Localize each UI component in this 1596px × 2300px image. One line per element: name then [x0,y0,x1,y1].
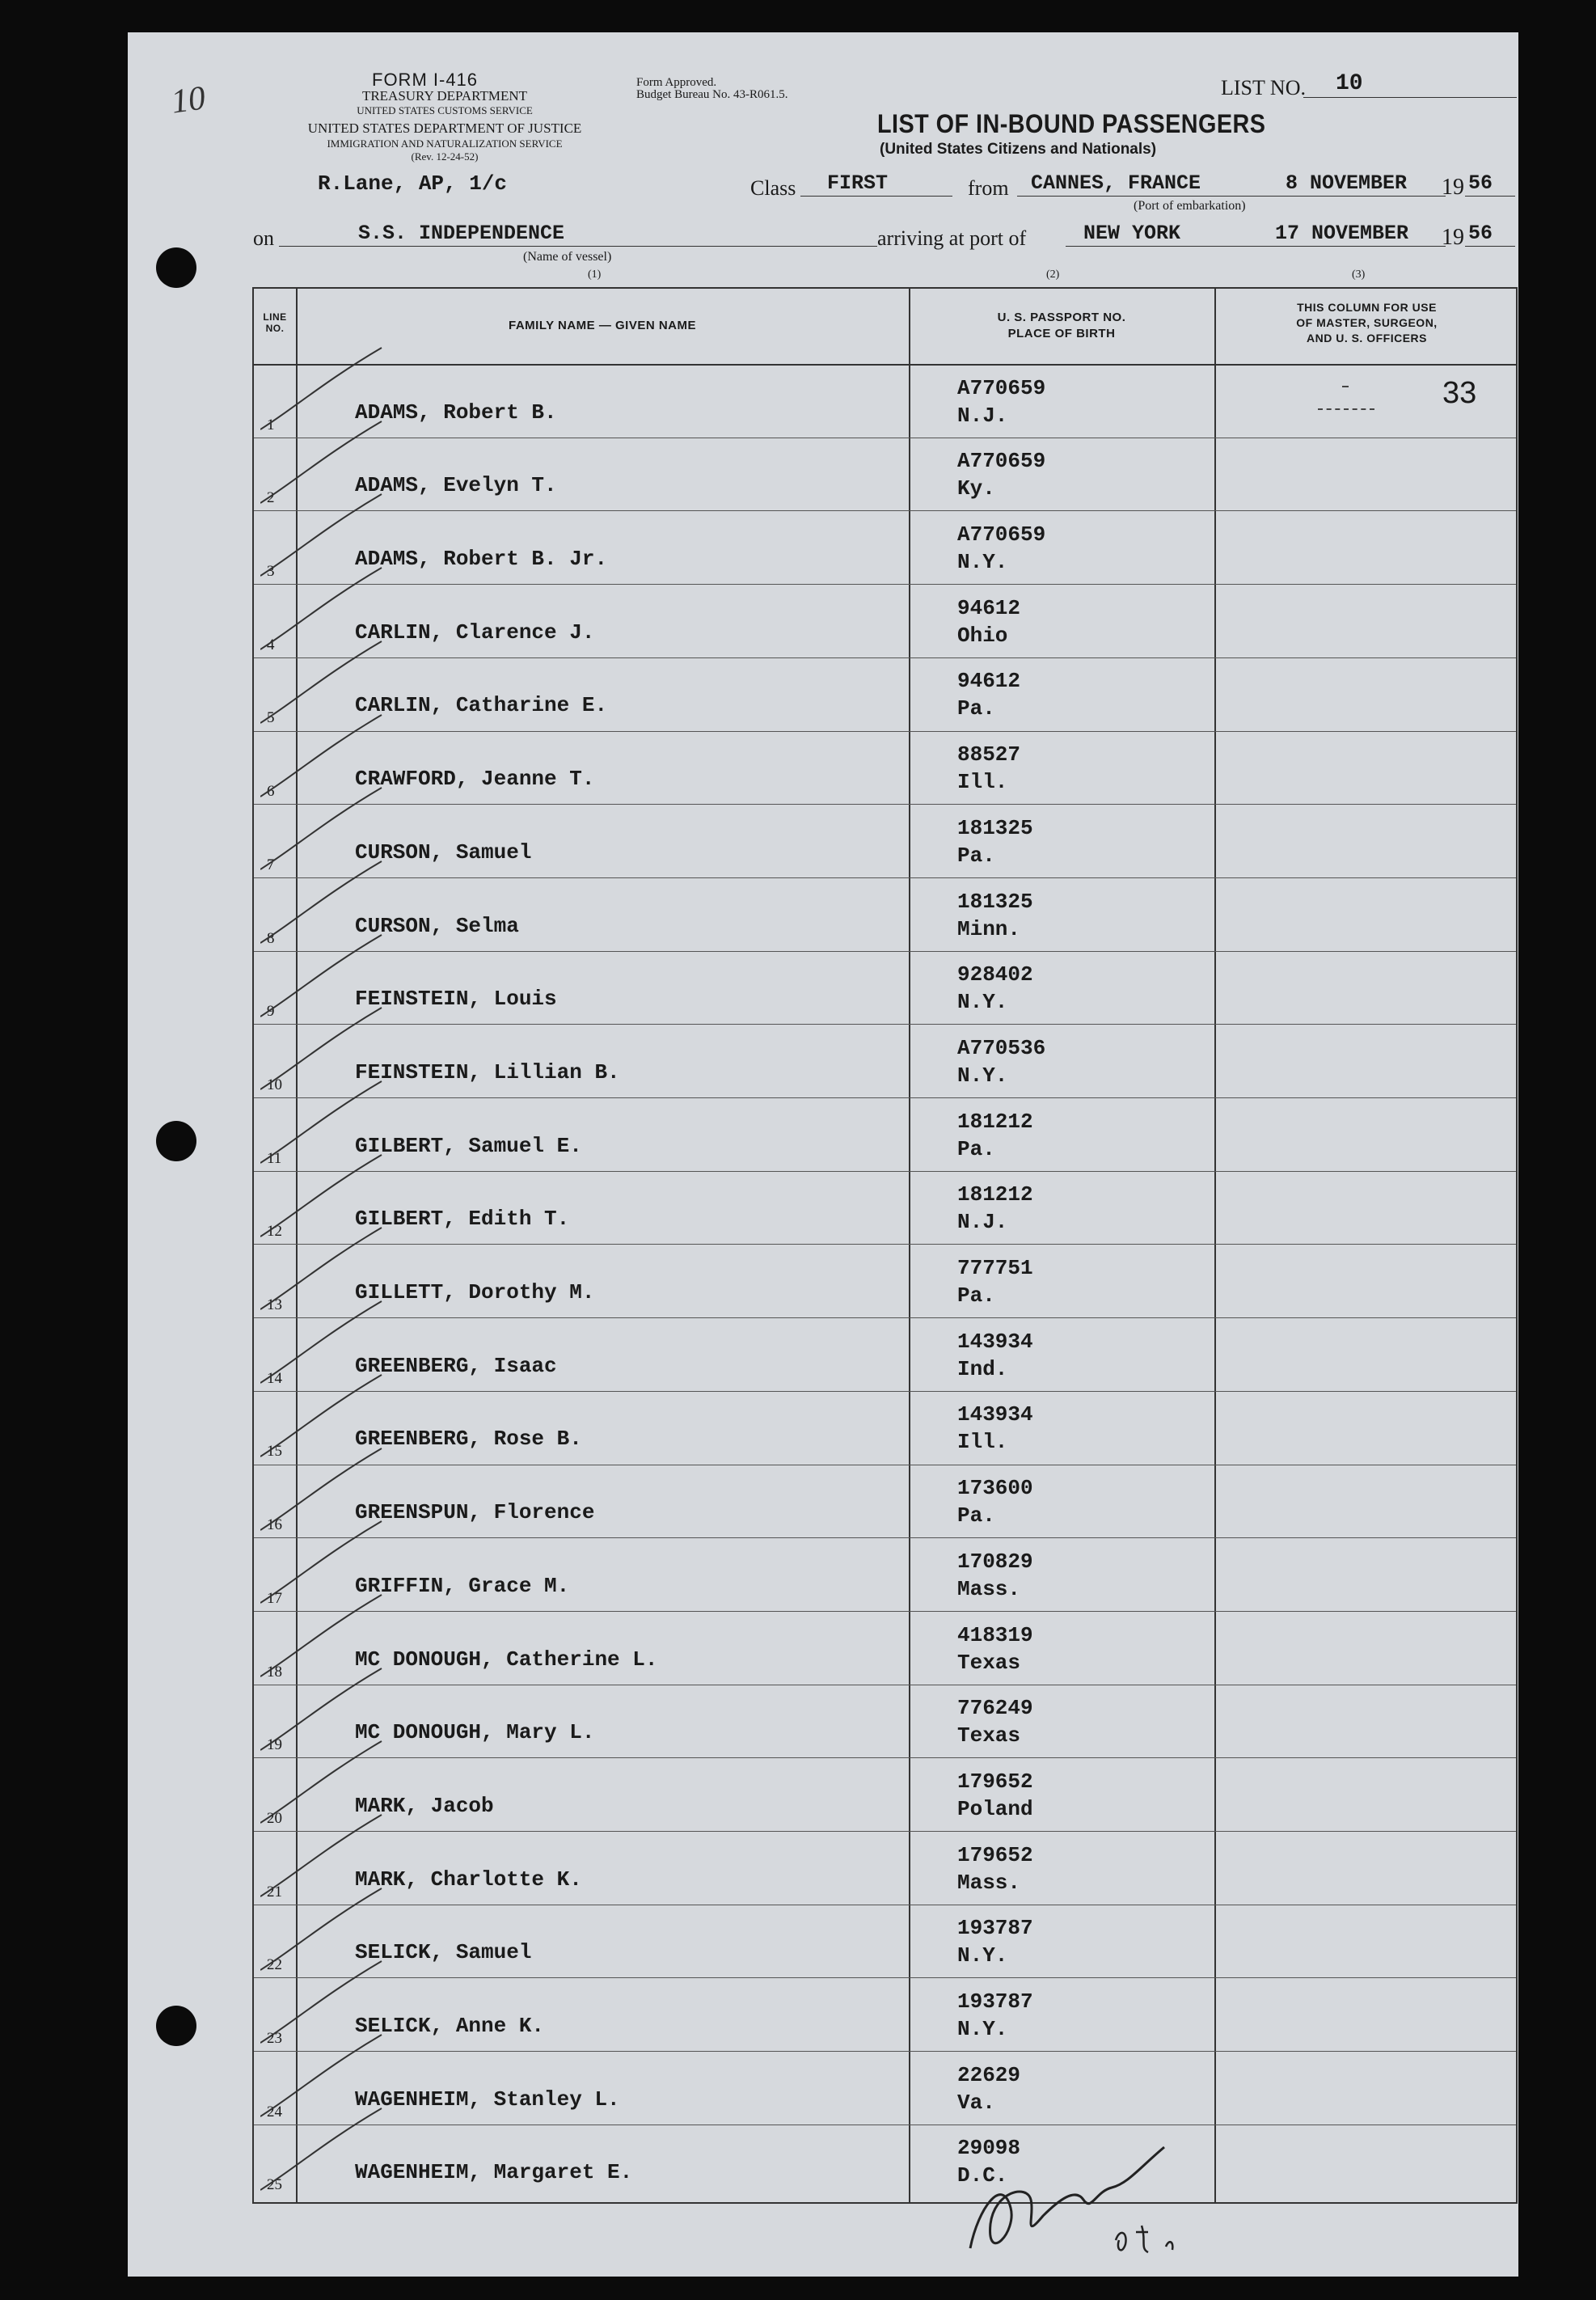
arriving-label: arriving at port of [877,226,1027,250]
passport-cell [957,1254,1033,1309]
punch-hole-top [156,247,196,288]
passport-cell [957,447,1045,502]
passport-cell [957,1474,1033,1529]
passenger-name: GILLETT, Dorothy M. [355,1280,595,1305]
passport-number: A770536 [957,1035,1046,1060]
officer-note: 33 [1442,376,1477,410]
passenger-name: MARK, Jacob [355,1793,494,1818]
header-no-label: NO. [265,323,285,334]
passenger-name: GRIFFIN, Grace M. [355,1573,570,1598]
department-of-justice: UNITED STATES DEPARTMENT OF JUSTICE [307,120,582,136]
line-number: 7 [267,856,275,873]
passport-cell [957,667,1020,722]
passport-cell [957,1914,1033,1969]
table-row [254,1465,1516,1538]
preparer-name: R.Lane, AP, 1/c [318,171,508,196]
place-of-birth: Pa. [957,1503,995,1528]
passport-number: A770659 [957,522,1046,548]
passenger-name: FEINSTEIN, Louis [355,987,557,1012]
column-number-1: (1) [588,268,602,281]
class-value: FIRST [827,171,889,195]
line-number: 24 [267,2103,282,2120]
line-number: 2 [267,489,275,507]
table-row [254,1905,1516,1978]
arrival-year: 56 [1468,222,1493,245]
passport-number: 181212 [957,1109,1033,1134]
table-row [254,1244,1516,1317]
table-row [254,804,1516,877]
header-officers-column [1214,300,1519,346]
passenger-name: SELICK, Anne K. [355,2014,545,2039]
place-of-birth: Texas [957,1650,1021,1675]
place-of-birth: N.Y. [957,2017,1008,2042]
passenger-name: MARK, Charlotte K. [355,1867,582,1892]
passport-cell [957,1328,1033,1383]
line-number: 8 [267,929,275,947]
passenger-name: GILBERT, Samuel E. [355,1133,582,1158]
form-approved: Form Approved. [636,76,717,89]
place-of-birth: N.Y. [957,990,1008,1015]
line-number: 13 [267,1296,282,1314]
vessel-underline [279,246,877,247]
passport-cell [957,594,1020,649]
form-title: LIST OF IN-BOUND PASSENGERS [877,109,1266,138]
punch-hole-bottom [156,2006,196,2046]
line-number: 14 [267,1369,282,1387]
table-row [254,1611,1516,1685]
passport-number: 776249 [957,1696,1033,1721]
place-of-birth: Texas [957,1723,1021,1748]
place-of-birth: Pa. [957,1283,995,1309]
place-of-birth: Pa. [957,843,995,868]
header-family-name: FAMILY NAME — GIVEN NAME [508,319,697,332]
table-row [254,657,1516,731]
place-of-birth: Ind. [957,1356,1008,1381]
passport-number: 181325 [957,889,1033,914]
line-number: 12 [267,1223,282,1241]
table-row [254,877,1516,951]
passenger-name: MC DONOUGH, Catherine L. [355,1647,658,1672]
table-row [254,1977,1516,2051]
place-of-birth: Ill. [957,770,1008,795]
place-of-birth: Pa. [957,1136,995,1161]
place-of-birth: N.Y. [957,1063,1008,1088]
embarkation-year: 56 [1468,171,1493,195]
budget-bureau-number: Budget Bureau No. 43-R061.5. [636,88,788,101]
table-row [254,584,1516,657]
passenger-name: GILBERT, Edith T. [355,1207,570,1232]
passport-cell [957,1988,1033,2043]
passport-number: 193787 [957,1989,1033,2015]
place-of-birth: Mass. [957,1870,1021,1895]
header-passport-no: U. S. PASSPORT NO. [997,311,1126,324]
passenger-name: CURSON, Samuel [355,839,532,865]
passenger-name: GREENBERG, Isaac [355,1353,557,1378]
passport-number: 418319 [957,1622,1033,1647]
line-number: 5 [267,709,275,727]
header-officers-line2: OF MASTER, SURGEON, [1296,316,1438,329]
header-line-no [254,311,296,334]
passport-number: 22629 [957,2062,1021,2087]
passport-number: 170829 [957,1549,1033,1574]
table-row [254,1757,1516,1831]
form-number: FORM I-416 [372,70,479,90]
header-place-of-birth: PLACE OF BIRTH [1007,327,1116,340]
place-of-birth: Pa. [957,696,995,721]
arrival-port: NEW YORK [1083,222,1181,245]
line-number: 18 [267,1663,282,1681]
arrival-underline [1066,246,1446,247]
passport-cell [957,1694,1033,1749]
port-of-embarkation-caption: (Port of embarkation) [1134,199,1246,213]
table-row [254,364,1516,438]
passport-cell [957,374,1045,429]
passport-number: 29098 [957,2136,1021,2161]
passport-number: 94612 [957,669,1021,694]
column-number-2: (2) [1046,268,1060,281]
line-number: 1 [267,416,275,433]
form-revision: (Rev. 12-24-52) [411,150,479,163]
passenger-name: SELICK, Samuel [355,1940,532,1965]
line-number: 4 [267,636,275,653]
from-label: from [968,176,1009,200]
passport-number: 173600 [957,1476,1033,1501]
passport-number: A770659 [957,375,1046,400]
passenger-name: CARLIN, Catharine E. [355,693,608,718]
place-of-birth: D.C. [957,2163,1008,2188]
passport-cell [957,1034,1045,1089]
place-of-birth: Poland [957,1796,1033,1821]
passport-cell [957,1841,1033,1896]
embark-year-underline [1465,196,1515,197]
table-row [254,510,1516,584]
line-number: 20 [267,1809,282,1827]
treasury-department: TREASURY DEPARTMENT [361,88,528,104]
place-of-birth: Va. [957,2090,995,2115]
passport-number: 928402 [957,962,1033,987]
class-label: Class [750,176,796,200]
table-row [254,2051,1516,2125]
from-underline [1017,196,1446,197]
passport-number: 143934 [957,1402,1033,1427]
passenger-name: ADAMS, Robert B. Jr. [355,547,608,572]
passenger-name: ADAMS, Evelyn T. [355,473,557,498]
passport-cell [957,961,1033,1016]
list-number-label: LIST NO. [1221,76,1306,99]
table-row [254,1171,1516,1245]
place-of-birth: N.J. [957,1210,1008,1235]
passport-number: 193787 [957,1916,1033,1941]
line-number: 16 [267,1516,282,1534]
passport-cell [957,1548,1033,1603]
table-row [254,1317,1516,1391]
passenger-name: GREENSPUN, Florence [355,1500,595,1525]
passenger-table [252,287,1518,2204]
embarkation-year-prefix: 19 [1442,175,1464,200]
list-number-value: 10 [1336,71,1363,96]
line-number: 19 [267,1736,282,1754]
on-label: on [253,226,274,250]
table-row [254,2125,1516,2198]
arrival-year-prefix: 19 [1442,225,1464,250]
line-number: 15 [267,1443,282,1461]
place-of-birth: Mass. [957,1576,1021,1601]
passenger-name: ADAMS, Robert B. [355,400,557,425]
place-of-birth: N.J. [957,403,1008,428]
passport-cell [957,2061,1020,2116]
punch-hole-middle [156,1121,196,1161]
passport-cell [957,814,1033,869]
passenger-name: MC DONOUGH, Mary L. [355,1720,595,1745]
line-number: 9 [267,1003,275,1021]
line-number: 11 [267,1149,282,1167]
passenger-name: FEINSTEIN, Lillian B. [355,1059,620,1084]
passport-cell [957,1181,1033,1236]
table-row [254,438,1516,511]
passport-cell [957,521,1045,576]
place-of-birth: Minn. [957,916,1021,941]
place-of-birth: N.Y. [957,550,1008,575]
header-officers-line1: THIS COLUMN FOR USE [1297,301,1437,314]
passenger-name: CURSON, Selma [355,913,519,938]
table-row [254,1685,1516,1758]
passport-cell [957,1768,1033,1823]
passport-number: A770659 [957,449,1046,474]
line-number: 6 [267,783,275,801]
arrival-year-underline [1465,246,1515,247]
passport-cell [957,741,1020,796]
passport-cell [957,888,1033,943]
immigration-service: IMMIGRATION AND NATURALIZATION SERVICE [327,137,563,150]
margin-note: 10 [169,79,208,121]
line-number: 23 [267,2030,282,2048]
passport-number: 181325 [957,815,1033,840]
passport-number: 179652 [957,1769,1033,1794]
header-officers-line3: AND U. S. OFFICERS [1306,332,1427,345]
passenger-name: CRAWFORD, Jeanne T. [355,767,595,792]
line-number: 22 [267,1956,282,1974]
passport-number: 94612 [957,595,1021,620]
header-line-label: LINE [263,311,287,323]
arrival-date: 17 NOVEMBER [1275,222,1409,245]
passenger-name: GREENBERG, Rose B. [355,1427,582,1452]
table-row [254,1097,1516,1171]
passport-cell [957,1108,1033,1163]
table-row [254,1537,1516,1611]
class-underline [800,196,952,197]
table-row [254,1024,1516,1097]
place-of-birth: Ky. [957,476,995,501]
passport-number: 88527 [957,742,1021,767]
line-number: 21 [267,1883,282,1900]
passport-cell [957,1621,1033,1676]
place-of-birth: Ohio [957,623,1008,648]
table-row [254,951,1516,1025]
passenger-name: WAGENHEIM, Stanley L. [355,2086,620,2112]
list-number-underline [1303,97,1517,98]
line-number: 25 [267,2176,282,2194]
vessel-name: S.S. INDEPENDENCE [358,222,565,245]
table-row [254,1831,1516,1905]
passport-number: 143934 [957,1329,1033,1354]
passport-number: 179652 [957,1842,1033,1867]
column-number-3: (3) [1352,268,1366,281]
vessel-caption: (Name of vessel) [523,250,612,264]
passenger-name: WAGENHEIM, Margaret E. [355,2160,633,2185]
header-passport [909,310,1214,342]
customs-service: UNITED STATES CUSTOMS SERVICE [357,104,533,116]
embarkation-date: 8 NOVEMBER [1286,171,1408,195]
line-number: 10 [267,1076,282,1093]
place-of-birth: N.Y. [957,1943,1008,1968]
place-of-birth: Ill. [957,1430,1008,1455]
passport-number: 777751 [957,1256,1033,1281]
port-of-embarkation: CANNES, FRANCE [1031,171,1201,195]
table-row [254,731,1516,805]
passenger-name: CARLIN, Clarence J. [355,619,595,645]
line-number: 3 [267,563,275,581]
line-number: 17 [267,1589,282,1607]
passport-cell [957,1401,1033,1456]
check-mark [260,340,390,446]
handwritten-signature [954,2111,1189,2273]
form-subtitle: (United States Citizens and Nationals) [880,141,1157,158]
table-row [254,1391,1516,1465]
passport-number: 181212 [957,1182,1033,1207]
